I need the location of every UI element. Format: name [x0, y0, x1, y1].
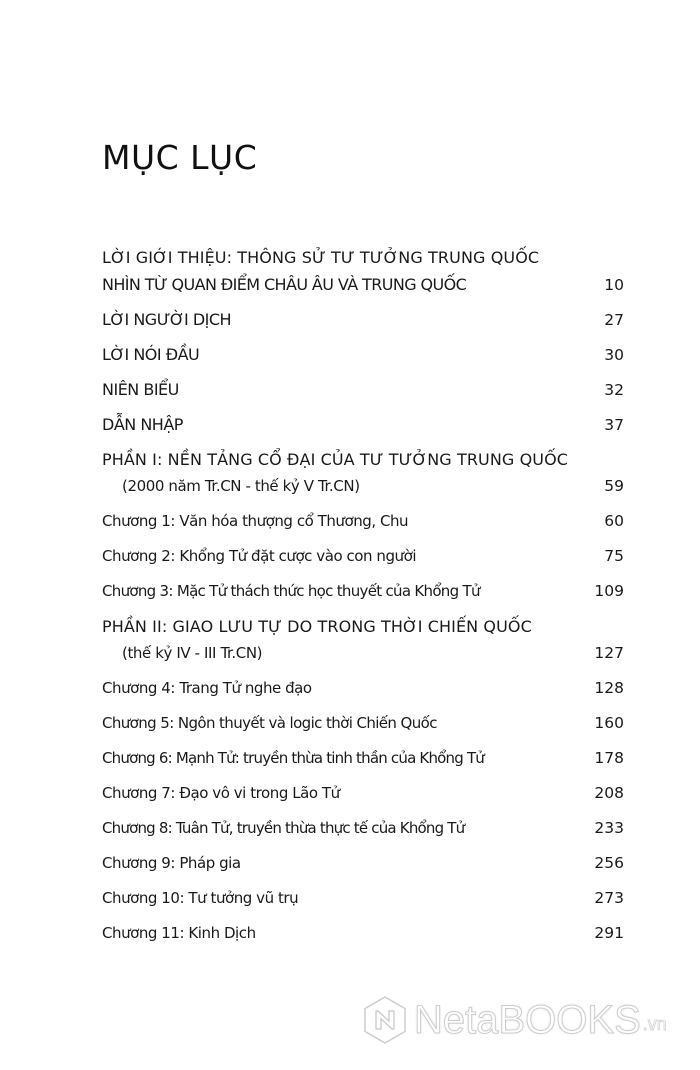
toc-page-number: 109: [594, 582, 624, 600]
toc-page-number: 27: [604, 311, 624, 329]
toc-page-number: 127: [594, 644, 624, 662]
toc-entry-title: Chương 3: Mặc Tử thách thức học thuyết của Khổng Tử: [102, 582, 480, 600]
toc-entry: [102, 854, 624, 889]
toc-entry: [102, 547, 624, 582]
toc-part-heading: [102, 450, 624, 477]
watermark-brand: NetaBOOKS: [414, 997, 641, 1042]
page-title: MỤC LỤC: [102, 138, 258, 177]
toc-page-number: 233: [594, 819, 624, 837]
toc-entry: [102, 415, 624, 450]
toc-entry: [102, 819, 624, 854]
toc-page-number: 208: [594, 784, 624, 802]
toc-entry: [102, 749, 624, 784]
toc-entry: [102, 345, 624, 380]
toc-page-number: 128: [594, 679, 624, 697]
netabooks-watermark: [362, 995, 667, 1045]
netabooks-logo-icon: [362, 995, 408, 1045]
toc-entry: [102, 310, 624, 345]
toc-entry: [102, 784, 624, 819]
toc-entry: [102, 924, 624, 959]
toc-entry-title: LỜI NGƯỜI DỊCH: [102, 310, 232, 329]
toc-entry-title: Chương 4: Trang Tử nghe đạo: [102, 679, 312, 697]
toc-page-number: 10: [604, 276, 624, 294]
toc-part-heading: [102, 617, 624, 644]
toc-page-number: 178: [594, 749, 624, 767]
toc-entry-title: Chương 5: Ngôn thuyết và logic thời Chiến Quốc: [102, 714, 437, 732]
toc-page-number: 160: [594, 714, 624, 732]
toc-page-number: 291: [594, 924, 624, 942]
toc-entry-title: Chương 11: Kinh Dịch: [102, 924, 256, 942]
toc-entry-title: Chương 7: Đạo vô vi trong Lão Tử: [102, 784, 340, 802]
toc-entry: [102, 477, 624, 512]
toc-entry-title: Chương 2: Khổng Tử đặt cược vào con người: [102, 547, 417, 565]
watermark-suffix: .vn: [642, 1014, 667, 1034]
toc-entry-title: DẪN NHẬP: [102, 415, 183, 434]
toc-entry-title: Chương 10: Tư tưởng vũ trụ: [102, 889, 299, 907]
toc-entry-subtitle: (2000 năm Tr.CN - thế kỷ V Tr.CN): [122, 477, 360, 495]
toc-entry: [102, 889, 624, 924]
toc-entry-title: NIÊN BIỂU: [102, 380, 179, 399]
table-of-contents: [102, 248, 624, 959]
toc-entry-title: Chương 6: Mạnh Tử: truyền thừa tinh thần của Khổng Tử: [102, 749, 485, 767]
toc-entry-title: NHÌN TỪ QUAN ĐIỂM CHÂU ÂU VÀ TRUNG QUỐC: [102, 275, 467, 294]
toc-entry-title: Chương 8: Tuân Tử, truyền thừa thực tế của Khổng Tử: [102, 819, 465, 837]
toc-page-number: 273: [594, 889, 624, 907]
toc-entry-title: Chương 1: Văn hóa thượng cổ Thương, Chu: [102, 512, 409, 530]
toc-page-number: 75: [604, 547, 624, 565]
toc-page-number: 60: [604, 512, 624, 530]
toc-entry-line: [102, 248, 624, 275]
toc-entry-title: LỜI GIỚI THIỆU: THÔNG SỬ TƯ TƯỞNG TRUNG QUỐC: [102, 248, 540, 267]
toc-entry: [102, 275, 624, 310]
toc-entry-subtitle: (thế kỷ IV - III Tr.CN): [122, 644, 263, 662]
toc-entry: [102, 679, 624, 714]
toc-page-number: 59: [604, 477, 624, 495]
toc-entry: [102, 582, 624, 617]
toc-entry-title: Chương 9: Pháp gia: [102, 854, 241, 872]
toc-page-number: 37: [604, 416, 624, 434]
toc-page-number: 30: [604, 346, 624, 364]
toc-entry: [102, 380, 624, 415]
toc-entry-title: LỜI NÓI ĐẦU: [102, 345, 200, 364]
toc-entry: [102, 512, 624, 547]
toc-entry-title: PHẦN II: GIAO LƯU TỰ DO TRONG THỜI CHIẾN QUỐC: [102, 617, 532, 636]
toc-page-number: 256: [594, 854, 624, 872]
toc-entry: [102, 644, 624, 679]
toc-entry-title: PHẦN I: NỀN TẢNG CỔ ĐẠI CỦA TƯ TƯỞNG TRUNG QUỐC: [102, 450, 569, 469]
toc-entry: [102, 714, 624, 749]
toc-page-number: 32: [604, 381, 624, 399]
